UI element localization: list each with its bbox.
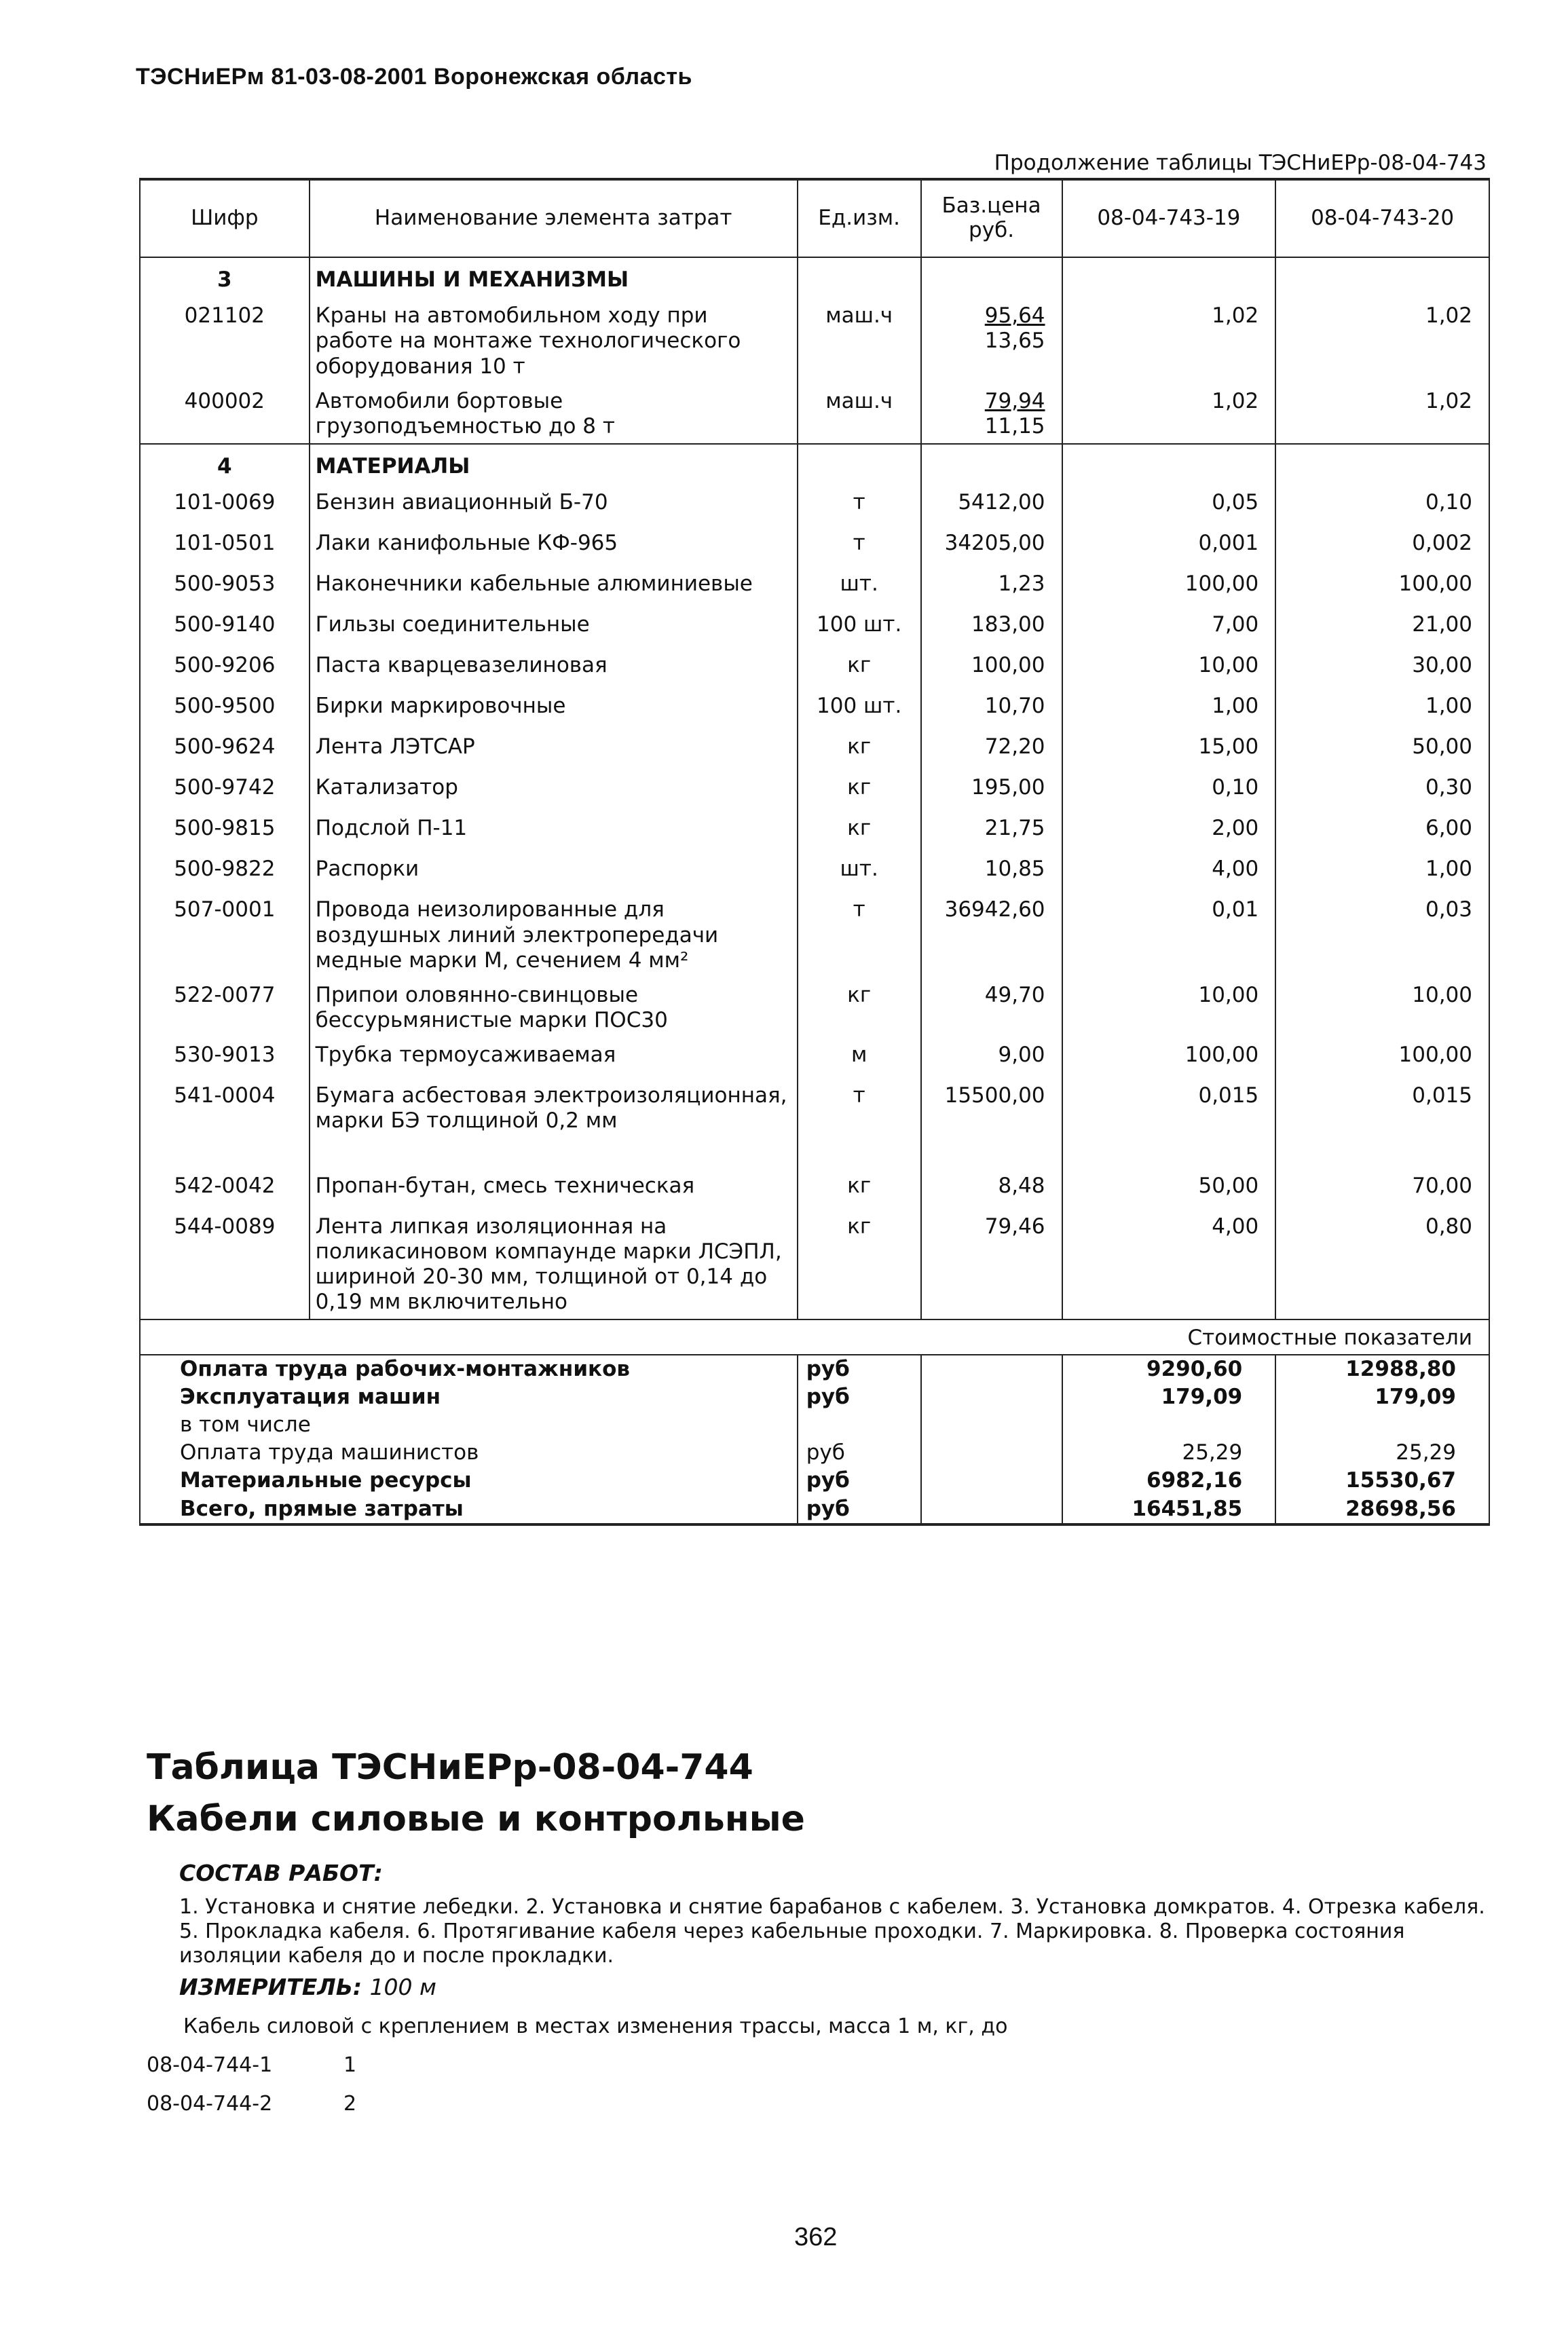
resource-price: 36942,60 [921, 892, 1062, 977]
cost-indicators-row [140, 1319, 1489, 1354]
resource-code: 541-0004 [140, 1078, 310, 1138]
work-composition-text: 1. Установка и снятие лебедки. 2. Установка и снятие барабанов с кабелем. 3. Установка домкратов. 4. Отрезка кабеля. 5. Прокладка кабеля. 6. Протягивание кабеля через кабельные проходки. 7. Маркировка. 8. Проверка состояния изоляции кабеля до и после прокладки. [179, 1895, 1485, 1968]
resource-price: 15500,00 [921, 1078, 1062, 1138]
resource-qty-19: 0,05 [1062, 485, 1276, 525]
total-value-20 [1275, 1411, 1489, 1439]
meter-heading: ИЗМЕРИТЕЛЬ: [179, 1974, 362, 2000]
resource-qty-19: 2,00 [1062, 810, 1276, 851]
table-row [140, 648, 1489, 688]
resource-unit: т [798, 525, 921, 566]
resource-code: 544-0089 [140, 1209, 310, 1320]
resource-price: 183,00 [921, 607, 1062, 648]
col-code-header: Шифр [140, 179, 310, 257]
resource-unit: кг [798, 1168, 921, 1209]
resource-name: Наконечники кабельные алюминиевые [310, 566, 798, 607]
total-row [140, 1355, 1489, 1383]
table-row [140, 810, 1489, 851]
total-label: в том числе [140, 1411, 798, 1439]
resource-unit: кг [798, 770, 921, 810]
resource-unit: шт. [798, 851, 921, 892]
cable-description: Кабель силовой с креплением в местах изменения трассы, масса 1 м, кг, до [183, 2015, 1008, 2038]
resource-unit: маш.ч [798, 298, 921, 383]
resource-qty-20: 50,00 [1275, 729, 1489, 770]
section-title: МАШИНЫ И МЕХАНИЗМЫ [310, 257, 798, 298]
section-row [140, 444, 1489, 485]
table-row [140, 383, 1489, 444]
resource-name: Автомобили бортовые грузоподъемностью до 8 т [310, 383, 798, 444]
resource-name: Бензин авиационный Б-70 [310, 485, 798, 525]
resource-code: 500-9815 [140, 810, 310, 851]
resource-unit: кг [798, 977, 921, 1037]
resource-qty-19: 100,00 [1062, 1037, 1276, 1078]
empty-cell [921, 1467, 1062, 1495]
resource-price: 79,46 [921, 1209, 1062, 1320]
empty-cell [798, 257, 921, 298]
next-table-title: Таблица ТЭСНиЕРр-08-04-744 [147, 1747, 753, 1788]
resource-code: 500-9822 [140, 851, 310, 892]
table-row [140, 1168, 1489, 1209]
norm-code: 08-04-744-1 [147, 2053, 273, 2077]
total-value-19: 16451,85 [1062, 1495, 1276, 1524]
total-unit: руб [798, 1467, 921, 1495]
resource-price: 8,48 [921, 1168, 1062, 1209]
resource-unit: маш.ч [798, 383, 921, 444]
total-label: Эксплуатация машин [140, 1383, 798, 1411]
resource-price: 49,70 [921, 977, 1062, 1037]
total-value-20: 179,09 [1275, 1383, 1489, 1411]
resource-code: 101-0501 [140, 525, 310, 566]
resource-price: 1,23 [921, 566, 1062, 607]
resource-price: 34205,00 [921, 525, 1062, 566]
resource-qty-19: 10,00 [1062, 977, 1276, 1037]
norm-value: 2 [343, 2092, 357, 2116]
next-table-subtitle: Кабели силовые и контрольные [147, 1799, 805, 1839]
table-row [140, 607, 1489, 648]
table-row [140, 1037, 1489, 1078]
resource-code: 500-9742 [140, 770, 310, 810]
resource-code: 500-9206 [140, 648, 310, 688]
page-number: 362 [794, 2223, 838, 2251]
resource-qty-20: 0,10 [1275, 485, 1489, 525]
resource-qty-19: 4,00 [1062, 1209, 1276, 1320]
resource-unit: шт. [798, 566, 921, 607]
resource-qty-20: 0,002 [1275, 525, 1489, 566]
table-row [140, 729, 1489, 770]
resource-price: 72,20 [921, 729, 1062, 770]
total-value-20: 28698,56 [1275, 1495, 1489, 1524]
empty-cell [1275, 257, 1489, 298]
resource-qty-19: 50,00 [1062, 1168, 1276, 1209]
resource-unit: 100 шт. [798, 688, 921, 729]
empty-cell [921, 1411, 1062, 1439]
section-code: 3 [140, 257, 310, 298]
col-v2-header: 08-04-743-20 [1275, 179, 1489, 257]
total-unit: руб [798, 1439, 921, 1467]
price-labor: 13,65 [984, 329, 1045, 354]
resource-name: Лента липкая изоляционная на поликасиновом компаунде марки ЛСЭПЛ, шириной 20-30 мм, толщиной от 0,14 до 0,19 мм включительно [310, 1209, 798, 1320]
empty-cell [921, 1355, 1062, 1383]
resource-name: Подслой П-11 [310, 810, 798, 851]
resource-price: 10,70 [921, 688, 1062, 729]
resource-name: Лента ЛЭТСАР [310, 729, 798, 770]
spacer-row [140, 1138, 1489, 1168]
total-row [140, 1439, 1489, 1467]
resource-name: Трубка термоусаживаемая [310, 1037, 798, 1078]
resource-name: Паста кварцевазелиновая [310, 648, 798, 688]
table-row [140, 1209, 1489, 1320]
resource-qty-20: 21,00 [1275, 607, 1489, 648]
section-code: 4 [140, 444, 310, 485]
resource-qty-19: 10,00 [1062, 648, 1276, 688]
resource-qty-19: 0,015 [1062, 1078, 1276, 1138]
table-header-row [140, 179, 1489, 257]
total-value-20: 15530,67 [1275, 1467, 1489, 1495]
resource-qty-20: 0,03 [1275, 892, 1489, 977]
resource-qty-19: 7,00 [1062, 607, 1276, 648]
resource-code: 500-9053 [140, 566, 310, 607]
resource-qty-19: 0,001 [1062, 525, 1276, 566]
resource-qty-20: 6,00 [1275, 810, 1489, 851]
meter-value: 100 м [369, 1974, 436, 2000]
empty-cell [921, 444, 1062, 485]
total-value-19: 179,09 [1062, 1383, 1276, 1411]
resource-unit: кг [798, 810, 921, 851]
empty-cell [310, 1138, 798, 1168]
total-value-19 [1062, 1411, 1276, 1439]
total-value-20: 12988,80 [1275, 1355, 1489, 1383]
table-row [140, 851, 1489, 892]
resource-price: 10,85 [921, 851, 1062, 892]
resource-unit: м [798, 1037, 921, 1078]
table-row [140, 298, 1489, 383]
empty-cell [921, 1439, 1062, 1467]
resource-price: 195,00 [921, 770, 1062, 810]
resource-qty-20: 1,00 [1275, 851, 1489, 892]
empty-cell [921, 257, 1062, 298]
resource-qty-20: 30,00 [1275, 648, 1489, 688]
empty-cell [921, 1383, 1062, 1411]
empty-cell [921, 1495, 1062, 1524]
total-value-19: 9290,60 [1062, 1355, 1276, 1383]
resource-qty-19: 1,02 [1062, 298, 1276, 383]
price-labor: 11,15 [984, 413, 1045, 438]
col-price-header: Баз.цена руб. [921, 179, 1062, 257]
resource-code: 542-0042 [140, 1168, 310, 1209]
resource-code: 500-9140 [140, 607, 310, 648]
resource-name: Катализатор [310, 770, 798, 810]
resource-qty-19: 100,00 [1062, 566, 1276, 607]
section-title: МАТЕРИАЛЫ [310, 444, 798, 485]
cost-indicators-label: Стоимостные показатели [140, 1319, 1489, 1354]
resource-name: Бумага асбестовая электроизоляционная, марки БЭ толщиной 0,2 мм [310, 1078, 798, 1138]
total-row [140, 1495, 1489, 1524]
resource-code: 400002 [140, 383, 310, 444]
col-unit-header: Ед.изм. [798, 179, 921, 257]
price-total: 79,94 [984, 388, 1045, 413]
resource-unit: кг [798, 729, 921, 770]
resource-name: Краны на автомобильном ходу при работе на монтаже технологического оборудования 10 т [310, 298, 798, 383]
total-value-19: 6982,16 [1062, 1467, 1276, 1495]
norm-item [147, 2053, 356, 2077]
resource-price [921, 298, 1062, 383]
resource-qty-20: 100,00 [1275, 566, 1489, 607]
total-row [140, 1467, 1489, 1495]
resource-code: 522-0077 [140, 977, 310, 1037]
resource-qty-19: 4,00 [1062, 851, 1276, 892]
empty-cell [140, 1138, 310, 1168]
resource-unit: т [798, 485, 921, 525]
resource-qty-20: 0,015 [1275, 1078, 1489, 1138]
total-label: Оплата труда машинистов [140, 1439, 798, 1467]
total-row [140, 1411, 1489, 1439]
empty-cell [1275, 1138, 1489, 1168]
norm-value: 1 [343, 2053, 357, 2077]
empty-cell [1062, 257, 1276, 298]
col-v1-header: 08-04-743-19 [1062, 179, 1276, 257]
resource-qty-20: 1,02 [1275, 298, 1489, 383]
resource-unit: 100 шт. [798, 607, 921, 648]
resource-name: Бирки маркировочные [310, 688, 798, 729]
total-label: Материальные ресурсы [140, 1467, 798, 1495]
resource-code: 500-9500 [140, 688, 310, 729]
resource-name: Лаки канифольные КФ-965 [310, 525, 798, 566]
resource-price: 100,00 [921, 648, 1062, 688]
norm-code: 08-04-744-2 [147, 2092, 273, 2116]
resource-qty-19: 1,02 [1062, 383, 1276, 444]
total-label: Оплата труда рабочих-монтажников [140, 1355, 798, 1383]
table-row [140, 1078, 1489, 1138]
total-value-19: 25,29 [1062, 1439, 1276, 1467]
resource-unit: кг [798, 1209, 921, 1320]
table-row [140, 566, 1489, 607]
empty-cell [798, 444, 921, 485]
table-row [140, 977, 1489, 1037]
resource-qty-19: 1,00 [1062, 688, 1276, 729]
norm-item [147, 2092, 356, 2116]
work-composition-heading: СОСТАВ РАБОТ: [179, 1860, 383, 1886]
total-unit [798, 1411, 921, 1439]
meter-line [179, 1974, 436, 2000]
resource-name: Пропан-бутан, смесь техническая [310, 1168, 798, 1209]
resource-code: 507-0001 [140, 892, 310, 977]
table-row [140, 688, 1489, 729]
resource-table [139, 178, 1490, 1526]
empty-cell [798, 1138, 921, 1168]
total-unit: руб [798, 1383, 921, 1411]
resource-price: 9,00 [921, 1037, 1062, 1078]
resource-code: 530-9013 [140, 1037, 310, 1078]
resource-name: Распорки [310, 851, 798, 892]
empty-cell [921, 1138, 1062, 1168]
resource-qty-19: 0,01 [1062, 892, 1276, 977]
empty-cell [1062, 1138, 1276, 1168]
document-header: ТЭСНиЕРм 81-03-08-2001 Воронежская область [136, 64, 692, 90]
resource-unit: т [798, 892, 921, 977]
total-value-20: 25,29 [1275, 1439, 1489, 1467]
resource-qty-19: 0,10 [1062, 770, 1276, 810]
resource-name: Провода неизолированные для воздушных линий электропередачи медные марки М, сечением 4 мм² [310, 892, 798, 977]
resource-unit: т [798, 1078, 921, 1138]
resource-qty-20: 1,02 [1275, 383, 1489, 444]
table-row [140, 770, 1489, 810]
resource-name: Гильзы соединительные [310, 607, 798, 648]
resource-unit: кг [798, 648, 921, 688]
resource-qty-20: 0,30 [1275, 770, 1489, 810]
resource-name: Припои оловянно-свинцовые бессурьмянистые марки ПОС30 [310, 977, 798, 1037]
col-name-header: Наименование элемента затрат [310, 179, 798, 257]
table-row [140, 525, 1489, 566]
total-label: Всего, прямые затраты [140, 1495, 798, 1524]
price-total: 95,64 [984, 303, 1045, 329]
resource-price: 5412,00 [921, 485, 1062, 525]
resource-qty-19: 15,00 [1062, 729, 1276, 770]
total-row [140, 1383, 1489, 1411]
resource-qty-20: 100,00 [1275, 1037, 1489, 1078]
resource-qty-20: 0,80 [1275, 1209, 1489, 1320]
resource-price [921, 383, 1062, 444]
table-continuation-note: Продолжение таблицы ТЭСНиЕРр-08-04-743 [994, 151, 1487, 175]
resource-code: 101-0069 [140, 485, 310, 525]
resource-price: 21,75 [921, 810, 1062, 851]
table-row [140, 892, 1489, 977]
resource-code: 500-9624 [140, 729, 310, 770]
empty-cell [1062, 444, 1276, 485]
resource-qty-20: 1,00 [1275, 688, 1489, 729]
total-unit: руб [798, 1355, 921, 1383]
resource-qty-20: 10,00 [1275, 977, 1489, 1037]
total-unit: руб [798, 1495, 921, 1524]
empty-cell [1275, 444, 1489, 485]
resource-code: 021102 [140, 298, 310, 383]
resource-qty-20: 70,00 [1275, 1168, 1489, 1209]
section-row [140, 257, 1489, 298]
table-row [140, 485, 1489, 525]
